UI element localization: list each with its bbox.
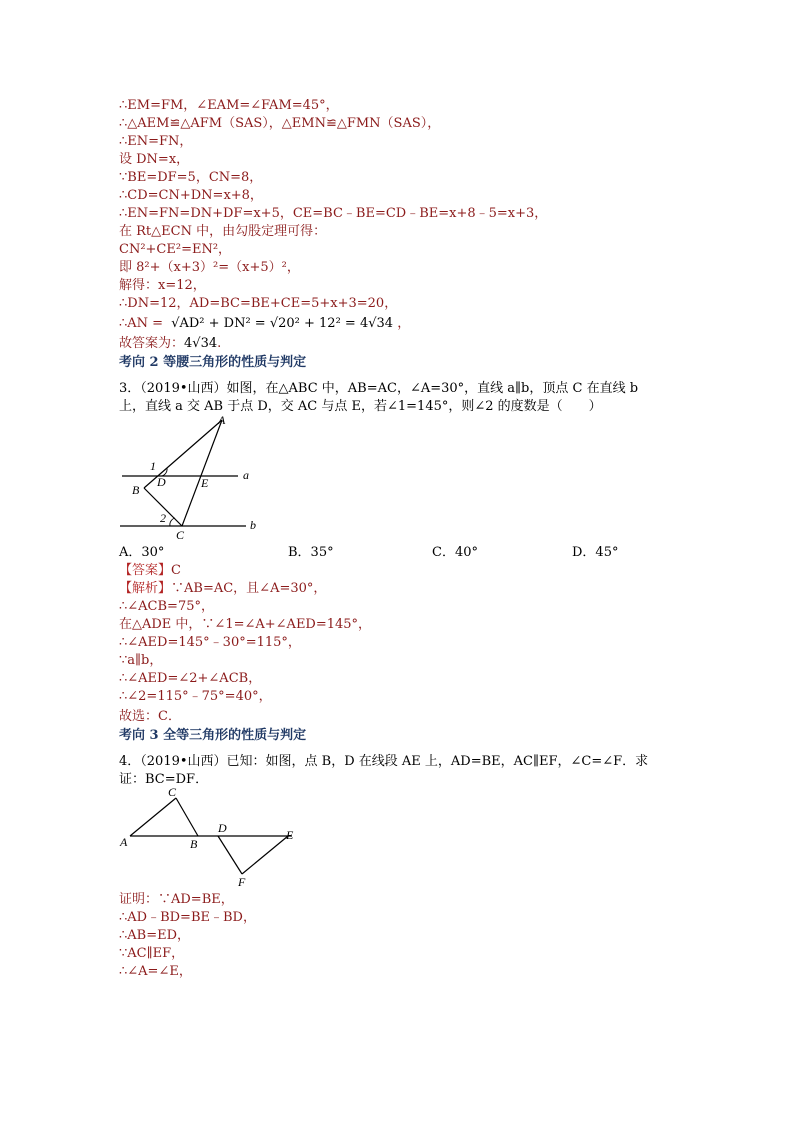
solution-line: ∴EN=FN， [119, 134, 193, 149]
proof-line: ∴AD﹣BD=BE﹣BD， [119, 910, 256, 925]
analysis-line: ∴∠2=115°﹣75°=40°， [119, 689, 272, 704]
analysis-line: ∵a∥b， [119, 653, 163, 668]
label-C: C [168, 785, 177, 799]
label-E: E [286, 828, 294, 842]
answer-tag: 【答案】 [119, 563, 172, 578]
solution-line: 设 DN=x， [119, 152, 190, 167]
analysis-line [119, 581, 326, 597]
proof-line: 证明：∵AD=BE， [119, 892, 234, 907]
analysis-line: ∴∠AED=145°﹣30°=115°， [119, 635, 301, 650]
label-C: C [176, 528, 185, 542]
answer-value: C [171, 563, 181, 578]
solution-line: ∴EM=FM，∠EAM=∠FAM=45°， [119, 98, 339, 113]
solution-line: ∴DN=12，AD=BC=BE+CE=5+x+3=20， [119, 296, 398, 311]
option-a: A．30° [119, 545, 165, 560]
label-angle-2: 2 [160, 511, 166, 525]
proof-line: ∴AB=ED， [119, 928, 191, 943]
solution-line-formula [119, 316, 410, 332]
section-heading: 考向 2 等腰三角形的性质与判定 [119, 355, 307, 370]
solution-answer-line [119, 336, 221, 352]
analysis-tag: 【解析】 [119, 581, 172, 596]
analysis-line: ∴∠ACB=75°， [119, 599, 214, 614]
solution-line: 在 Rt△ECN 中，由勾股定理可得： [119, 224, 327, 239]
solution-line: 解得：x=12， [119, 278, 206, 293]
solution-line: ∴CD=CN+DN=x+8， [119, 188, 263, 203]
answer-prefix: 故答案为： [119, 336, 185, 351]
question-stem: 上，直线 a 交 AB 于点 D，交 AC 与点 E，若∠1=145°，则∠2 的度数是（ ） [119, 399, 602, 414]
label-line-b: b [250, 518, 256, 532]
proof-line: ∴∠A=∠E， [119, 964, 192, 979]
formula-suffix: ， [397, 316, 411, 331]
analysis-text: ∵AB=AC，且∠A=30°， [171, 581, 327, 596]
solution-line: ∴EN=FN=DN+DF=x+5，CE=BC﹣BE=CD﹣BE=x+8﹣5=x+3， [119, 206, 548, 221]
label-D: D [157, 475, 166, 489]
option-b: B．35° [288, 545, 334, 560]
label-B: B [190, 837, 198, 851]
option-d: D．45° [572, 545, 619, 560]
answer-suffix: . [217, 336, 222, 351]
analysis-line: ∴∠AED=∠2+∠ACB， [119, 671, 262, 686]
solution-line: CN²+CE²=EN²， [119, 242, 232, 257]
solution-line: ∴△AEM≌△AFM（SAS），△EMN≌△FMN（SAS）， [119, 116, 441, 131]
answer-value: 4√34 [184, 336, 218, 351]
answer-line [119, 563, 181, 579]
formula: √AD² + DN² = √20² + 12² = 4√34 [171, 316, 394, 331]
section-heading: 考向 3 全等三角形的性质与判定 [119, 728, 307, 743]
solution-line: 即 8²+（x+3）²=（x+5）²， [119, 260, 300, 275]
label-F: F [238, 875, 246, 889]
label-E: E [201, 476, 209, 490]
question-stem: 证：BC=DF． [119, 772, 209, 787]
label-B: B [132, 483, 140, 497]
proof-line: ∵AC∥EF， [119, 946, 185, 961]
label-A: A [218, 413, 226, 427]
congruent-triangles-figure [118, 784, 308, 890]
label-angle-1: 1 [150, 459, 156, 473]
analysis-line: 故选：C． [119, 709, 181, 724]
label-D: D [218, 821, 227, 835]
formula-prefix: ∴AN = [119, 316, 164, 331]
solution-line: ∵BE=DF=5，CN=8， [119, 170, 263, 185]
label-line-a: a [243, 468, 249, 482]
question-stem: 4．（2019•山西）已知：如图，点 B，D 在线段 AE 上，AD=BE，AC∥EF，∠C=∠F．求 [119, 754, 649, 769]
option-c: C．40° [432, 545, 478, 560]
question-stem: 3．（2019•山西）如图，在△ABC 中，AB=AC，∠A=30°，直线 a∥b，顶点 C 在直线 b [119, 381, 639, 396]
label-A: A [120, 835, 128, 849]
triangle-parallel-lines-figure [118, 412, 268, 542]
analysis-line: 在△ADE 中，∵∠1=∠A+∠AED=145°， [119, 617, 372, 632]
